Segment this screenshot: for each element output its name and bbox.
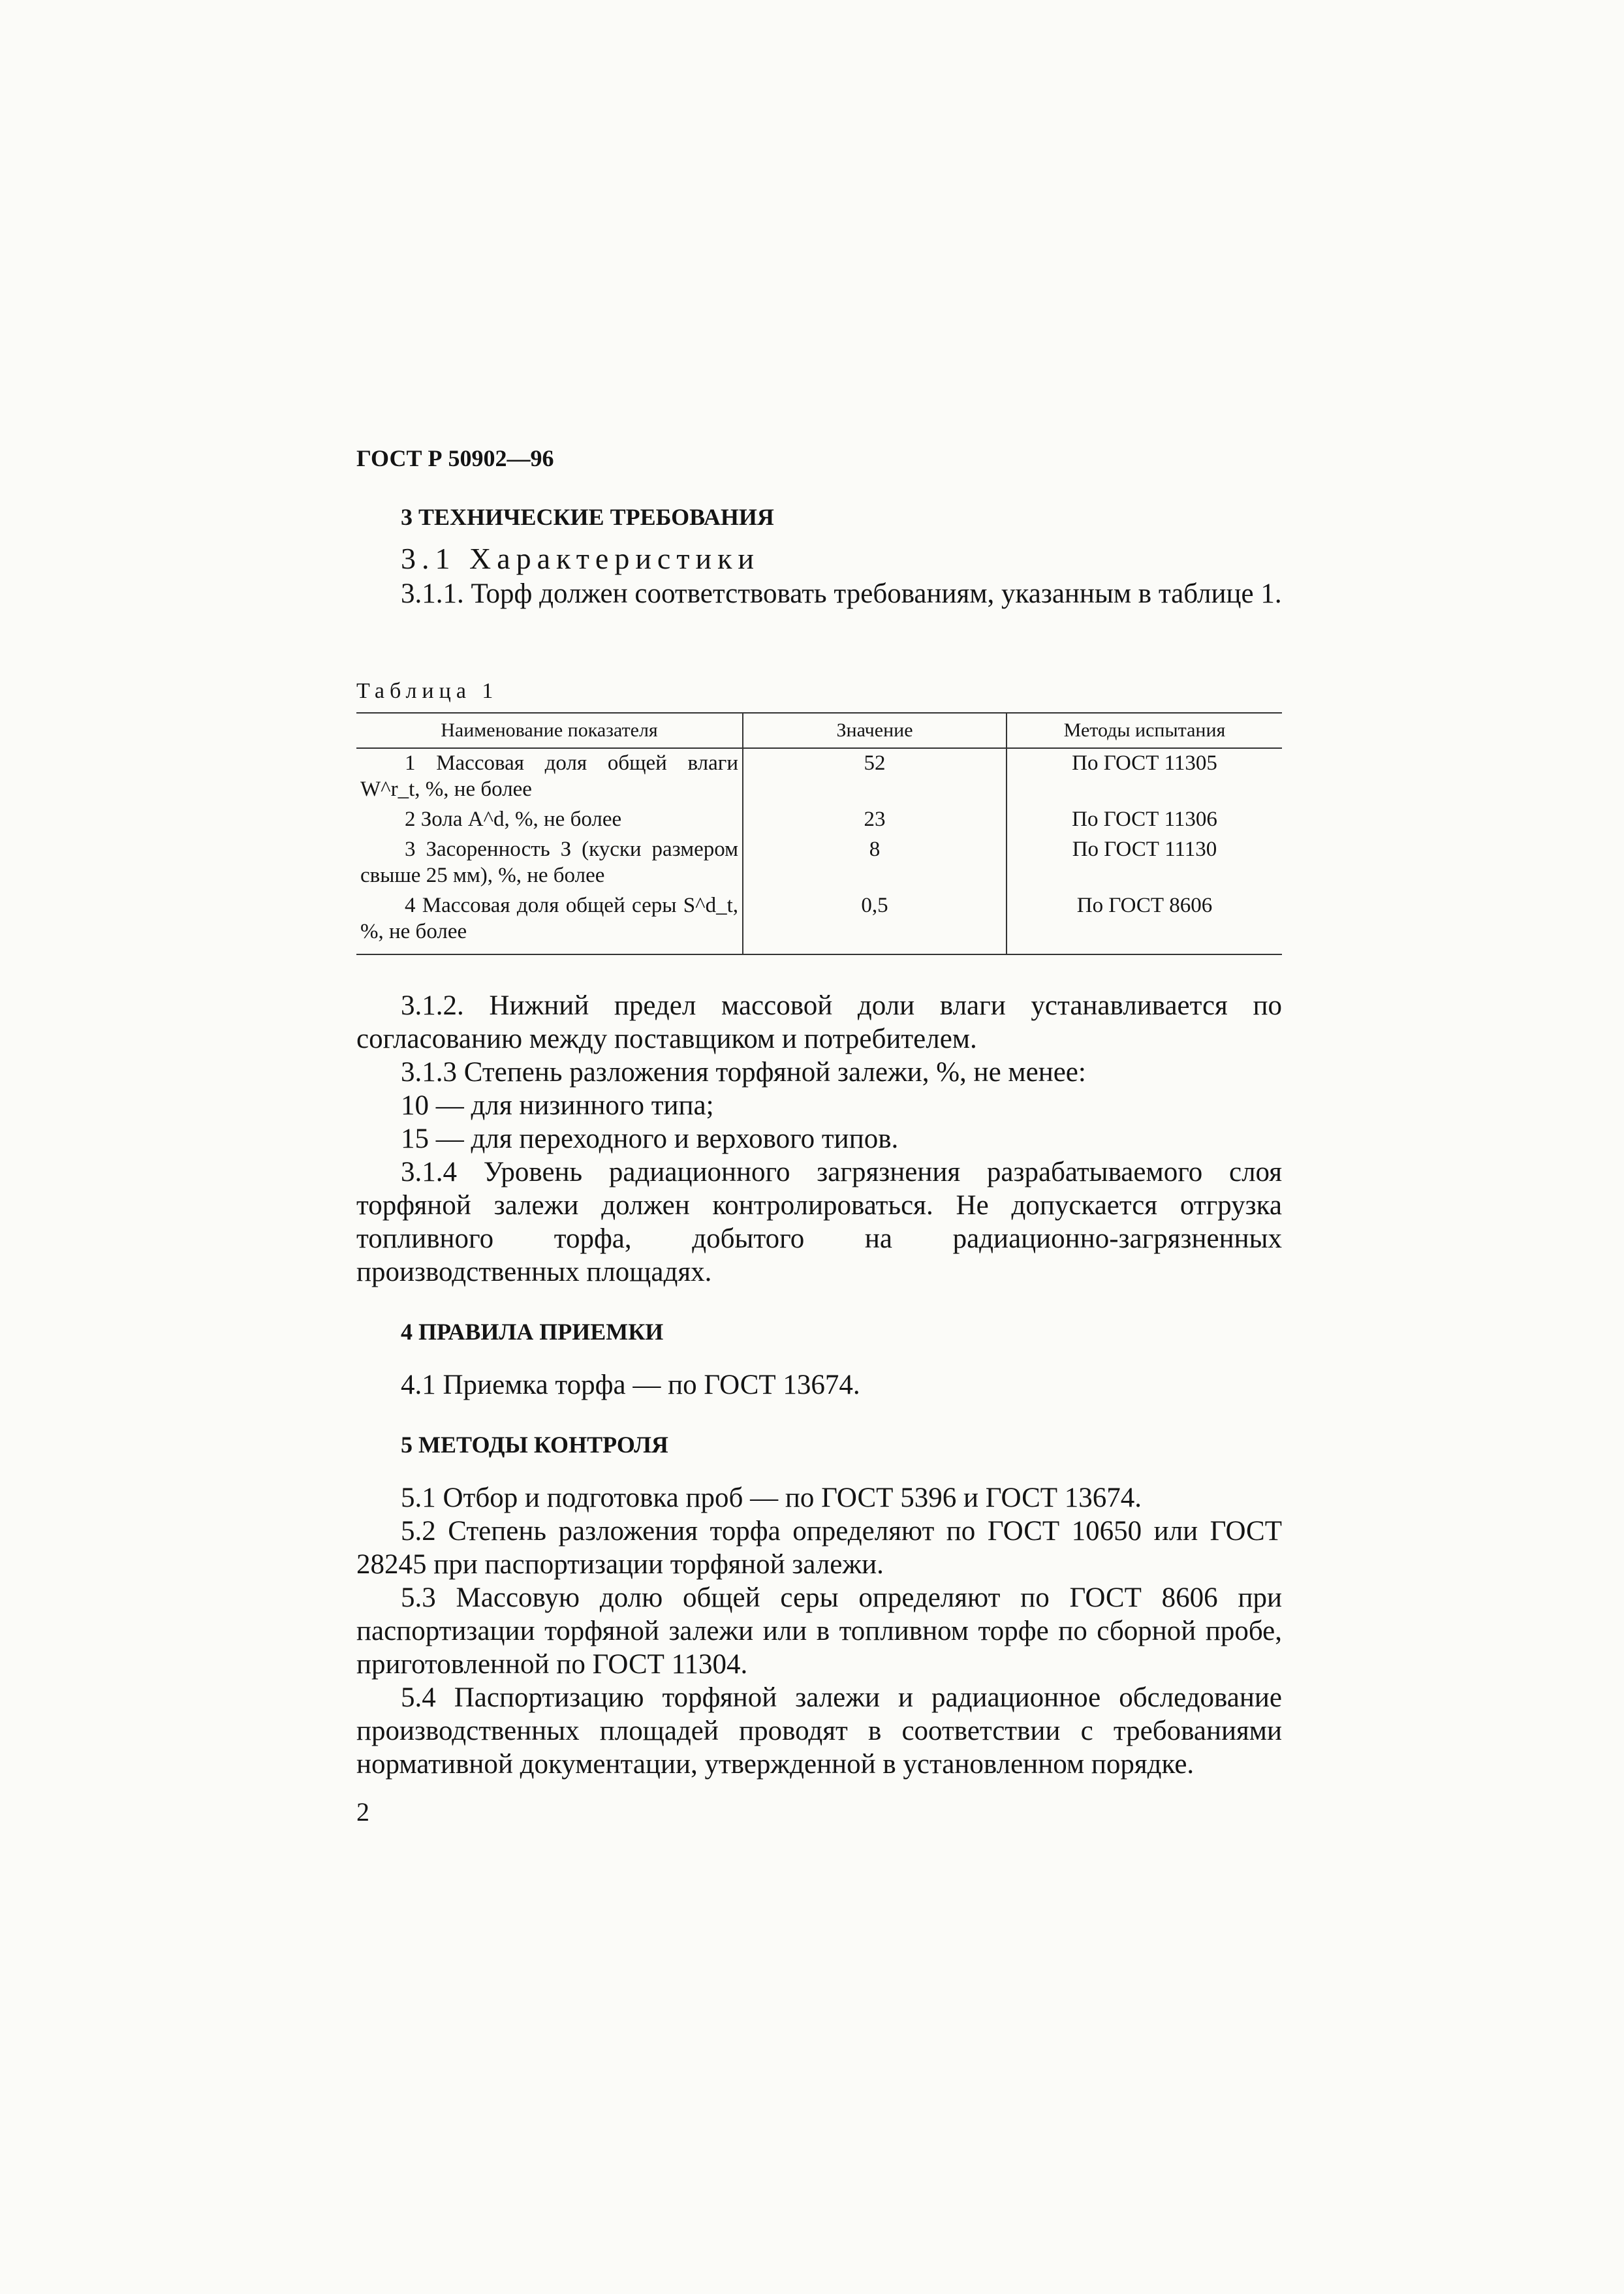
paragraph-5-4: 5.4 Паспортизацию торфяной залежи и радиационное обследование производственных площадей проводят в соответствии с требованиями нормативной документации, утвержденной в установленном порядке. — [356, 1682, 1282, 1780]
section-4-heading: 4 ПРАВИЛА ПРИЕМКИ — [401, 1319, 664, 1345]
table-row — [356, 748, 1282, 805]
header-test-methods: Методы испытания — [1007, 713, 1282, 748]
row-3-name: 3 Засоренность З (куски размером свыше 25 мм), %, не более — [360, 838, 738, 887]
row-2-method: По ГОСТ 11306 — [1007, 805, 1282, 835]
document-code: ГОСТ Р 50902—96 — [356, 445, 554, 471]
row-4-method: По ГОСТ 8606 — [1007, 891, 1282, 954]
paragraph-5-2: 5.2 Степень разложения торфа определяют по ГОСТ 10650 или ГОСТ 28245 при паспортизации торфяной залежи. — [356, 1516, 1282, 1580]
table-row — [356, 835, 1282, 891]
table-caption: Таблица 1 — [356, 679, 499, 703]
paragraph-3-1-4: 3.1.4 Уровень радиационного загрязнения разрабатываемого слоя торфяной залежи должен контролироваться. Не допускается отгрузка топливного торфа, добытого на радиационно-загрязненных производственных площадях. — [356, 1157, 1282, 1287]
row-1-name: 1 Массовая доля общей влаги W^r_t, %, не более — [360, 751, 738, 801]
row-4-name: 4 Массовая доля общей серы S^d_t, %, не более — [356, 891, 743, 954]
table-row — [356, 805, 1282, 835]
section-5-heading: 5 МЕТОДЫ КОНТРОЛЯ — [401, 1432, 668, 1458]
paragraph-5-1: 5.1 Отбор и подготовка проб — по ГОСТ 5396 и ГОСТ 13674. — [401, 1483, 1142, 1513]
list-item-lowland: 10 — для низинного типа; — [401, 1090, 714, 1121]
section-3-heading: 3 ТЕХНИЧЕСКИЕ ТРЕБОВАНИЯ — [401, 504, 774, 530]
table-row — [356, 891, 1282, 954]
row-3-value: 8 — [743, 835, 1007, 891]
row-4-value: 0,5 — [743, 891, 1007, 954]
page-number: 2 — [356, 1797, 369, 1827]
header-value: Значение — [743, 713, 1007, 748]
subsection-3-1-heading: 3.1 Характеристики — [401, 542, 760, 575]
characteristics-table — [356, 712, 1282, 955]
row-2-name: 2 Зола A^d, %, не более — [405, 808, 622, 831]
row-2-value: 23 — [743, 805, 1007, 835]
table-header-row — [356, 713, 1282, 748]
page-content — [356, 444, 1282, 1781]
paragraph-3-1-2: 3.1.2. Нижний предел массовой доли влаги устанавливается по согласованию между поставщиком и потребителем. — [356, 990, 1282, 1054]
paragraph-4-1: 4.1 Приемка торфа — по ГОСТ 13674. — [401, 1370, 860, 1400]
row-1-value: 52 — [743, 748, 1007, 805]
paragraph-3-1-1: 3.1.1. Торф должен соответствовать требованиям, указанным в таблице 1. — [401, 578, 1282, 609]
row-3-method: По ГОСТ 11130 — [1007, 835, 1282, 891]
row-1-method: По ГОСТ 11305 — [1007, 748, 1282, 805]
paragraph-5-3: 5.3 Массовую долю общей серы определяют по ГОСТ 8606 при паспортизации торфяной залежи или в топливном торфе по сборной пробе, приготовленной по ГОСТ 11304. — [356, 1582, 1282, 1680]
header-indicator-name: Наименование показателя — [356, 713, 743, 748]
list-item-transitional: 15 — для переходного и верхового типов. — [401, 1123, 899, 1154]
paragraph-3-1-3: 3.1.3 Степень разложения торфяной залежи, %, не менее: — [401, 1057, 1086, 1088]
